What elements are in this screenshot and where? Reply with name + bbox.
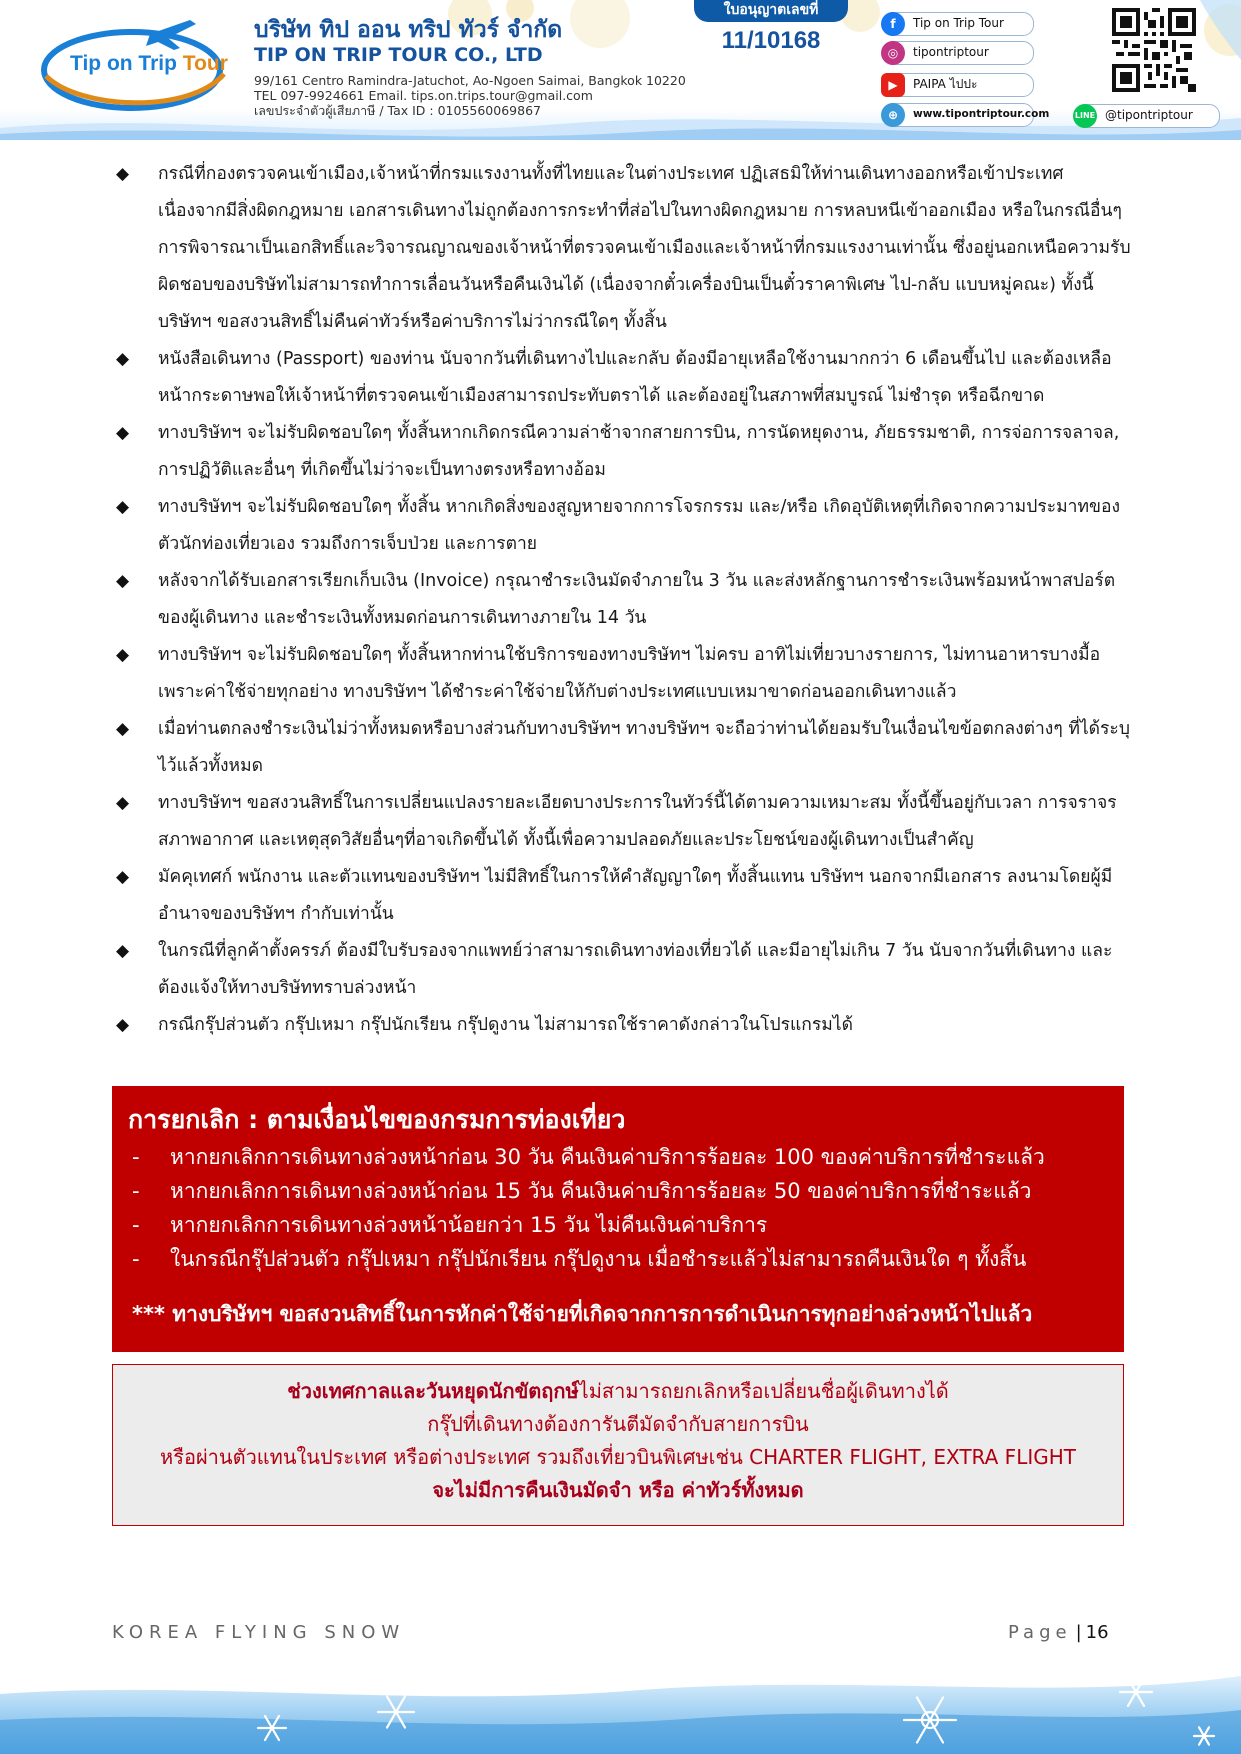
holiday-notice-box	[112, 1364, 1124, 1526]
program-name: KOREA FLYING SNOW	[112, 1622, 406, 1643]
qr-code	[1112, 8, 1196, 92]
page-number-block	[1008, 1622, 1109, 1643]
instagram-icon: ◎	[881, 41, 905, 65]
logo-text: Tip on Trip Tour	[70, 52, 228, 75]
cancellation-item: - ในกรณีกรุ๊ปส่วนตัว กรุ๊ปเหมา กรุ๊ปนักเรียน กรุ๊ปดูงาน เมื่อชำระแล้วไม่สามารถคืนเงินใด ๆ ทั้งสิ้น	[132, 1247, 1027, 1271]
license-label: ใบอนุญาตเลขที่	[694, 0, 848, 22]
terms-item: ◆ หนังสือเดินทาง (Passport) ของท่าน นับจากวันที่เดินทางไปและกลับ ต้องมีอายุเหลือใช้งานมากกว่า 6 เดือนขึ้นไป และต้องเหลือหน้ากระดาษพอให้เจ้าหน้าที่ตรวจคนเข้าเมืองสามารถประทับตราได้ และต้องอยู่ในสภาพที่สมบูรณ์ ไม่ชำรุด หรือฉีกขาด	[112, 341, 1132, 415]
globe-icon: ⊕	[881, 103, 905, 127]
facebook-icon: f	[881, 12, 905, 36]
license-number: 11/10168	[721, 27, 821, 54]
line-link[interactable]: LINE @tipontriptour	[1074, 104, 1220, 128]
page-separator: |	[1075, 1622, 1082, 1643]
company-contact-block	[254, 73, 686, 118]
cancellation-note: *** ทางบริษัทฯ ขอสงวนสิทธิ์ในการหักค่าใช้จ่ายที่เกิดจากการการดำเนินการทุกอย่างล่วงหน้าไปแล้ว	[132, 1302, 1033, 1326]
diamond-bullet-icon: ◆	[116, 941, 130, 961]
company-phone-email: TEL 097-9924661 Email. tips.on.trips.tour@gmail.com	[254, 88, 593, 103]
youtube-link[interactable]: ▶ PAIPA ไปปะ	[882, 73, 1034, 97]
terms-item: ◆ มัคคุเทศก์ พนักงาน และตัวแทนของบริษัทฯ ไม่มีสิทธิ์ในการให้คำสัญญาใดๆ ทั้งสิ้นแทน บริษัทฯ นอกจากมีเอกสาร ลงนามโดยผู้มีอำนาจของบริษัทฯ กำกับเท่านั้น	[112, 859, 1132, 933]
diamond-bullet-icon: ◆	[116, 164, 130, 184]
diamond-bullet-icon: ◆	[116, 719, 130, 739]
diamond-bullet-icon: ◆	[116, 423, 130, 443]
cancellation-item: - หากยกเลิกการเดินทางล่วงหน้าก่อน 15 วัน คืนเงินค่าบริการร้อยละ 50 ของค่าบริการที่ชำระแล้ว	[132, 1179, 1032, 1203]
terms-item: ◆ เมื่อท่านตกลงชำระเงินไม่ว่าทั้งหมดหรือบางส่วนกับทางบริษัทฯ ทางบริษัทฯ จะถือว่าท่านได้ยอมรับในเงื่อนไขข้อตกลงต่างๆ ที่ได้ระบุไว้แล้วทั้งหมด	[112, 711, 1132, 785]
diamond-bullet-icon: ◆	[116, 867, 130, 887]
terms-item: ◆ ทางบริษัทฯ จะไม่รับผิดชอบใดๆ ทั้งสิ้นหากเกิดกรณีความล่าช้าจากสายการบิน, การนัดหยุดงาน, ภัยธรรมชาติ, การจ่อการจลาจล, การปฏิวัติและอื่นๆ ที่เกิดขึ้นไม่ว่าจะเป็นทางตรงหรือทางอ้อม	[112, 415, 1132, 489]
line-icon: LINE	[1073, 104, 1097, 128]
page-number: 16	[1085, 1622, 1109, 1643]
diamond-bullet-icon: ◆	[116, 349, 130, 369]
notice-line-3: หรือผ่านตัวแทนในประเทศ หรือต่างประเทศ รวมถึงเที่ยวบินพิเศษเช่น CHARTER FLIGHT, EXTRA FLIGHT	[160, 1445, 1076, 1469]
notice-line-4: จะไม่มีการคืนเงินมัดจำ หรือ ค่าทัวร์ทั้งหมด	[432, 1478, 804, 1502]
diamond-bullet-icon: ◆	[116, 497, 130, 517]
terms-list	[112, 156, 1132, 1044]
terms-item: ◆ ทางบริษัทฯ ขอสงวนสิทธิ์ในการเปลี่ยนแปลงรายละเอียดบางประการในทัวร์นี้ได้ตามความเหมาะสม ทั้งนี้ขึ้นอยู่กับเวลา การจราจร สภาพอากาศ และเหตุสุดวิสัยอื่นๆที่อาจเกิดขึ้นได้ ทั้งนี้เพื่อความปลอดภัยและประโยชน์ของผู้เดินทางเป็นสำคัญ	[112, 785, 1132, 859]
cancellation-item: - หากยกเลิกการเดินทางล่วงหน้าก่อน 30 วัน คืนเงินค่าบริการร้อยละ 100 ของค่าบริการที่ชำระแล้ว	[132, 1145, 1045, 1169]
page-label: Page	[1008, 1622, 1072, 1643]
diamond-bullet-icon: ◆	[116, 645, 130, 665]
diamond-bullet-icon: ◆	[116, 1015, 130, 1035]
company-tax-id: เลขประจำตัวผู้เสียภาษี / Tax ID : 0105560069867	[254, 103, 541, 118]
diamond-bullet-icon: ◆	[116, 571, 130, 591]
cancellation-box	[112, 1086, 1124, 1352]
youtube-icon: ▶	[881, 73, 905, 97]
company-name-thai: บริษัท ทิป ออน ทริป ทัวร์ จำกัด	[254, 17, 563, 43]
cancellation-title: การยกเลิก : ตามเงื่อนไขของกรมการท่องเที่ยว	[128, 1105, 626, 1134]
cancellation-list	[132, 1140, 1045, 1276]
cancellation-item: - หากยกเลิกการเดินทางล่วงหน้าน้อยกว่า 15 วัน ไม่คืนเงินค่าบริการ	[132, 1213, 768, 1237]
terms-item: ◆ กรณีที่กองตรวจคนเข้าเมือง,เจ้าหน้าที่กรมแรงงานทั้งที่ไทยและในต่างประเทศ ปฏิเสธมิให้ท่านเดินทางออกหรือเข้าประเทศ เนื่องจากมีสิ่งผิดกฎหมาย เอกสารเดินทางไม่ถูกต้องการกระทำที่ส่อไปในทางผิดกฎหมาย การหลบหนีเข้าออกเมือง หรือในกรณีอื่นๆการพิจารณาเป็นเอกสิทธิ์และวิจารณญาณของเจ้าหน้าที่ตรวจคนเข้าเมืองและเจ้าหน้าที่กรมแรงงานเท่านั้น ซึ่งอยู่นอกเหนือความรับผิดชอบของบริษัทไม่สามารถทำการเลื่อนวันหรือคืนเงินได้ (เนื่องจากตั๋วเครื่องบินเป็นตั๋วราคาพิเศษ ไป-กลับ แบบหมู่คณะ) ทั้งนี้บริษัทฯ ขอสงวนสิทธิ์ไม่คืนค่าทัวร์หรือค่าบริการไม่ว่ากรณีใดๆ ทั้งสิ้น	[112, 156, 1132, 341]
terms-item: ◆ ทางบริษัทฯ จะไม่รับผิดชอบใดๆ ทั้งสิ้น หากเกิดสิ่งของสูญหายจากการโจรกรรม และ/หรือ เกิดอุบัติเหตุที่เกิดจากความประมาทของตัวนักท่องเที่ยวเอง รวมถึงการเจ็บป่วย และการตาย	[112, 489, 1132, 563]
terms-item: ◆ กรณีกรุ๊ปส่วนตัว กรุ๊ปเหมา กรุ๊ปนักเรียน กรุ๊ปดูงาน ไม่สามารถใช้ราคาดังกล่าวในโปรแกรมได้	[112, 1007, 1132, 1044]
page-header	[0, 0, 1241, 140]
facebook-link[interactable]: f Tip on Trip Tour	[882, 12, 1034, 36]
diamond-bullet-icon: ◆	[116, 793, 130, 813]
terms-item: ◆ หลังจากได้รับเอกสารเรียกเก็บเงิน (Invoice) กรุณาชำระเงินมัดจำภายใน 3 วัน และส่งหลักฐานการชำระเงินพร้อมหน้าพาสปอร์ตของผู้เดินทาง และชำระเงินทั้งหมดก่อนการเดินทางภายใน 14 วัน	[112, 563, 1132, 637]
instagram-link[interactable]: ◎ tipontriptour	[882, 41, 1034, 65]
terms-item: ◆ ทางบริษัทฯ จะไม่รับผิดชอบใดๆ ทั้งสิ้นหากท่านใช้บริการของทางบริษัทฯ ไม่ครบ อาทิไม่เที่ยวบางรายการ, ไม่ทานอาหารบางมื้อ เพราะค่าใช้จ่ายทุกอย่าง ทางบริษัทฯ ได้ชำระค่าใช้จ่ายให้กับต่างประเทศแบบเหมาขาดก่อนออกเดินทางแล้ว	[112, 637, 1132, 711]
notice-line-2: กรุ๊ปที่เดินทางต้องการันตีมัดจำกับสายการบิน	[427, 1412, 809, 1436]
terms-item: ◆ ในกรณีที่ลูกค้าตั้งครรภ์ ต้องมีใบรับรองจากแพทย์ว่าสามารถเดินทางท่องเที่ยวได้ และมีอายุไม่เกิน 7 วัน นับจากวันที่เดินทาง และต้องแจ้งให้ทางบริษัททราบล่วงหน้า	[112, 933, 1132, 1007]
footer-snow-decoration	[0, 1650, 1241, 1754]
company-address: 99/161 Centro Ramindra-Jatuchot, Ao-Ngoen Saimai, Bangkok 10220	[254, 73, 686, 88]
notice-line-1: ช่วงเทศกาลและวันหยุดนักขัตฤกษ์ไม่สามารถยกเลิกหรือเปลี่ยนชื่อผู้เดินทางได้	[287, 1379, 949, 1403]
website-link[interactable]: ⊕ www.tipontriptour.com	[882, 103, 1034, 127]
company-name-english: TIP ON TRIP TOUR CO., LTD	[254, 44, 543, 66]
